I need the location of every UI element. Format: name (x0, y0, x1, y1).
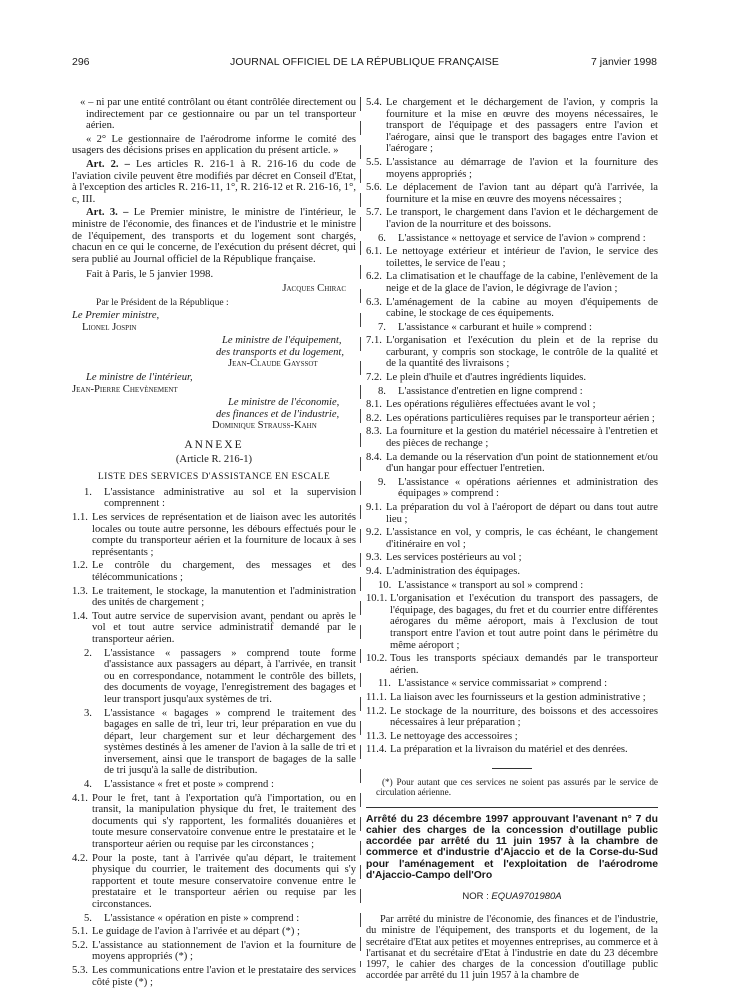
item-number: 1. (84, 486, 92, 498)
list-item (366, 706, 658, 729)
item-text: Le traitement, le stockage, la manutention et l'administration des unités de chargement ; (92, 585, 356, 609)
article-2 (72, 159, 356, 205)
item-text: L'aménagement de la cabine au moyen d'équipements de cabine, le stockage de ces équipements. (386, 296, 658, 320)
item-text: Le contrôle du chargement, des messages et des télécommunications ; (92, 560, 356, 583)
min-equip-title: des transports et du logement, (216, 346, 344, 358)
item-text: Le guidage de l'avion à l'arrivée et au départ (*) ; (92, 926, 300, 938)
item-number: 8. (378, 385, 386, 397)
item-number: 7. (378, 321, 386, 333)
list-item (366, 207, 658, 230)
page-number: 296 (72, 56, 90, 68)
list-item (366, 182, 658, 205)
item-number: 5.6. (366, 182, 382, 194)
item-text: Tout autre service de supervision avant, pendant ou après le vol et tout autre service administratif demandé par le transporteur aérien. (92, 610, 356, 645)
min-equip-title: Le ministre de l'équipement, (222, 335, 342, 347)
item-number: 5.4. (366, 97, 382, 108)
item-text: L'assistance « opérations aériennes et administration des équipages » comprend : (398, 476, 658, 500)
item-text: L'assistance au démarrage de l'avion et la fourniture des moyens appropriés ; (386, 156, 658, 180)
section-item (366, 477, 658, 500)
item-text: Le plein d'huile et d'autres ingrédients liquides. (386, 372, 587, 384)
section-item (366, 580, 658, 592)
item-text: La climatisation et le chauffage de la cabine, l'enlèvement de la neige et de la glace de l'avion, le dégivrage de l'avion ; (386, 271, 658, 294)
list-item (72, 926, 356, 938)
item-text: L'assistance « carburant et huile » comprend : (398, 321, 592, 333)
item-number: 8.4. (366, 451, 382, 463)
list-item (366, 527, 658, 550)
list-item (72, 940, 356, 963)
list-item (366, 426, 658, 449)
services-list-heading: LISTE DES SERVICES D'ASSISTANCE EN ESCALE (97, 471, 331, 483)
item-number: 6.1. (366, 246, 382, 258)
item-text: L'assistance « fret et poste » comprend : (104, 779, 274, 791)
section-item (366, 322, 658, 334)
item-text: Le chargement et le déchargement de l'avion, y compris la fourniture et la mise en œuvre des moyens nécessaires, le transport de l'équipage et des passagers entre l'avion et l'aérogare, ainsi que le transport des bagages entre l'avion et l'aérogare ; (386, 97, 658, 155)
list-item (366, 335, 658, 370)
item-text: Le nettoyage des accessoires ; (390, 730, 518, 742)
item-text: Les opérations particulières requises par le transporteur aérien ; (386, 412, 655, 424)
column-divider-line (360, 97, 361, 967)
list-item (366, 566, 658, 578)
list-item (366, 744, 658, 756)
item-number: 10. (378, 579, 392, 591)
item-text: L'assistance en vol, y compris, le cas échéant, le changement d'itinéraire en vol ; (386, 527, 658, 550)
item-text: L'assistance au stationnement de l'avion et la fourniture de moyens appropriés (*) ; (92, 939, 356, 963)
item-number: 11. (378, 678, 391, 690)
premier-ministre-name: Lionel Jospin (82, 321, 137, 333)
list-item (366, 552, 658, 564)
nor-reference (366, 891, 658, 903)
item-text: Les services de représentation et de liaison avec les autorités locales ou toute autre personne, les débours effectués pour le compte du transporteur aérien et la fourniture de locaux à ses représentants ; (92, 512, 356, 558)
article-label: Art. 3. – (86, 207, 129, 219)
list-item (366, 593, 658, 651)
list-item (366, 271, 658, 294)
item-number: 5.5. (366, 156, 382, 168)
item-text: L'assistance « service commissariat » comprend : (398, 678, 608, 690)
item-text: Les opérations régulières effectuées avant le vol ; (386, 399, 596, 411)
nor-label: NOR : (462, 890, 489, 902)
item-number: 8.1. (366, 399, 382, 411)
item-text: Les communications entre l'avion et le prestataire des services côté piste (*) ; (92, 964, 356, 988)
list-item (366, 653, 658, 676)
item-number: 1.3. (72, 585, 88, 597)
item-text: L'assistance « opération en piste » comprend : (104, 912, 300, 924)
item-text: L'assistance « nettoyage et service de l'avion » comprend : (398, 232, 646, 244)
item-number: 1.4. (72, 610, 88, 622)
item-number: 4. (84, 779, 92, 791)
section-item (72, 648, 356, 706)
list-item (72, 965, 356, 988)
list-item (72, 560, 356, 583)
item-text: La fourniture et la gestion du matériel nécessaire à l'entretien et des pièces de rechange ; (386, 426, 658, 450)
left-column (72, 97, 356, 990)
item-number: 11.4. (366, 744, 387, 756)
list-item (366, 731, 658, 743)
list-item (72, 611, 356, 646)
article-text: Les articles R. 216-1 à R. 216-16 du code de l'aviation civile peuvent être modifiés par décret en Conseil d'Etat, à l'exception des articles R. 216-11, 1°, R. 216-12 et R. 216-16, 1°, c, III. (72, 158, 356, 205)
section-item (72, 487, 356, 510)
list-item (366, 246, 658, 269)
item-number: 5.1. (72, 926, 88, 938)
list-item (366, 502, 658, 525)
section-item (72, 779, 356, 791)
item-number: 5. (84, 912, 92, 924)
issue-date: 7 janvier 1998 (591, 56, 657, 68)
nor-code: EQUA9701980A (491, 890, 562, 902)
item-number: 8.3. (366, 426, 382, 438)
item-number: 4.1. (72, 792, 88, 804)
quote-paragraph: « 2° Le gestionnaire de l'aérodrome informe le comité des usagers des décisions prises en application du présent article. » (72, 133, 356, 157)
item-number: 6.2. (366, 271, 382, 283)
separator (492, 768, 532, 769)
list-item (72, 853, 356, 911)
item-text: Pour le fret, tant à l'exportation qu'à l'importation, ou en transit, la manipulation physique du fret, le traitement des documents qui s'y rapportent, les formalités douanières et toute mesure conservatoire convenue entre le prestataire et le transporteur aérien ou requise par les circonstances ; (92, 792, 356, 851)
min-equip-name: Jean-Claude Gayssot (228, 358, 318, 370)
item-text: La préparation du vol à l'aéroport de départ ou dans tout autre lieu ; (386, 502, 658, 525)
item-number: 11.3. (366, 730, 387, 742)
signature-president: Jacques Chirac (282, 282, 346, 294)
item-number: 7.2. (366, 372, 382, 384)
item-number: 1.2. (72, 560, 88, 572)
item-number: 9.1. (366, 502, 382, 513)
arrete-body: Par arrêté du ministre de l'économie, des finances et de l'industrie, du ministre de l'équipement, des transports et du logement, de la secrétaire d'Etat aux petites et moyennes entreprises, au commerce et à l'artisanat et du secrétaire d'Etat à l'industrie en date du 23 décembre 1997, le cahier des charges de la concession d'outillage public accordée par arrêté du 11 juin 1957 à la chambre de (366, 914, 658, 982)
article-3 (72, 207, 356, 265)
item-text: L'assistance « transport au sol » comprend : (398, 579, 584, 591)
annexe-heading: ANNEXE (184, 439, 244, 452)
section-item (366, 386, 658, 398)
item-number: 10.1. (366, 593, 388, 605)
list-item (366, 413, 658, 425)
arrete-section (366, 807, 658, 982)
list-item (366, 452, 658, 475)
item-number: 9.2. (366, 527, 382, 539)
item-number: 10.2. (366, 653, 388, 665)
item-number: 2. (84, 647, 92, 659)
journal-title: JOURNAL OFFICIEL DE LA RÉPUBLIQUE FRANÇAISE (230, 56, 499, 68)
item-text: Le déplacement de l'avion tant au départ qu'à l'arrivée, la fourniture et la mise en œuvre des moyens nécessaires ; (386, 182, 658, 205)
item-text: Le nettoyage extérieur et intérieur de l'avion, le service des toilettes, le service de l'eau ; (386, 246, 658, 269)
section-item (366, 233, 658, 245)
list-item (366, 157, 658, 180)
services-list (72, 487, 356, 988)
item-text: Les services postérieurs au vol ; (386, 552, 522, 564)
annexe-article: (Article R. 216-1) (175, 453, 253, 465)
list-item (366, 297, 658, 320)
signature-date: Fait à Paris, le 5 janvier 1998. (86, 269, 214, 281)
item-text: Pour la poste, tant à l'arrivée qu'au départ, le traitement physique du courrier, le traitement des documents qui s'y rapportent et toute mesure conservatoire convenue entre le prestataire et le transporteur aérien ou requise par les circonstances. (92, 852, 356, 910)
item-number: 1.1. (72, 512, 88, 523)
item-number: 4.2. (72, 852, 88, 864)
list-item (72, 586, 356, 609)
item-number: 6.3. (366, 296, 382, 308)
item-text: L'assistance d'entretien en ligne comprend : (398, 385, 583, 397)
quote-paragraph: « – ni par une entité contrôlant ou étant contrôlée directement ou indirectement par ce gestionnaire ou par un tel transporteur aérien. (80, 97, 356, 132)
services-list (366, 97, 658, 756)
list-item (72, 512, 356, 558)
article-label: Art. 2. – (86, 158, 130, 170)
list-item (366, 399, 658, 411)
min-int-title: Le ministre de l'intérieur, (86, 372, 193, 384)
article-text: Le Premier ministre, le ministre de l'intérieur, le ministre de l'économie, des finances et de l'industrie et le ministre de l'équipement, des transports et du logement sont chargés, chacun en ce qui le concerne, de l'exécution du présent décret, qui sera publié au Journal officiel de la République française. (72, 207, 356, 265)
item-number: 9.3. (366, 552, 382, 564)
item-number: 3. (84, 707, 92, 719)
item-number: 11.2. (366, 705, 387, 717)
min-eco-name: Dominique Strauss-Kahn (212, 420, 317, 432)
item-number: 5.2. (72, 939, 88, 951)
item-number: 7.1. (366, 335, 382, 347)
column-divider (360, 97, 361, 967)
item-text: La préparation et la livraison du matériel et des denrées. (390, 744, 628, 756)
item-number: 9.4. (366, 565, 382, 577)
item-text: L'assistance administrative au sol et la supervision comprennent : (104, 486, 356, 510)
list-item (366, 97, 658, 155)
item-text: La liaison avec les fournisseurs et la gestion administrative ; (390, 691, 646, 703)
item-number: 11.1. (366, 691, 387, 703)
item-number: 5.3. (72, 964, 88, 976)
item-text: L'organisation et l'exécution du transport des passagers, de l'équipage, des bagages, du fret et du courrier entre différentes aérogares du même aéroport, mais à l'exclusion de tout transport entre l'avion et tout autre point dans le périmètre du même aéroport ; (390, 593, 658, 651)
min-eco-title: des finances et de l'industrie, (216, 408, 340, 420)
item-number: 5.7. (366, 207, 382, 219)
right-column (366, 97, 658, 992)
list-item (366, 692, 658, 704)
list-item (366, 372, 658, 384)
item-number: 9. (378, 476, 386, 488)
item-text: L'administration des équipages. (386, 565, 521, 577)
section-item (366, 678, 658, 690)
item-text: Tous les transports spéciaux demandés par le transporteur aérien. (390, 653, 658, 676)
item-number: 8.2. (366, 412, 382, 424)
page-header (72, 56, 657, 72)
item-text: Le transport, le chargement dans l'avion et le déchargement de l'avion de la nourriture et des boissons. (386, 207, 658, 230)
min-eco-title: Le ministre de l'économie, (228, 397, 340, 409)
par-president: Par le Président de la République : (96, 296, 229, 308)
list-item (72, 793, 356, 851)
item-text: La demande ou la réservation d'un point de stationnement et/ou d'un hangar pour effectuer l'entretien. (386, 451, 658, 475)
min-int-name: Jean-Pierre Chevènement (72, 383, 178, 395)
section-item (72, 913, 356, 925)
premier-ministre-title: Le Premier ministre, (72, 310, 160, 322)
item-number: 6. (378, 232, 386, 244)
arrete-title: Arrêté du 23 décembre 1997 approuvant l'avenant n° 7 du cahier des charges de la concession d'outillage public accordée par arrêté du 11 juin 1957 à la chambre de commerce et d'industrie d'Ajaccio et de la Corse-du-Sud pour l'aménagement et l'exploitation de l'aérodrome d'Ajaccio-Campo dell'Oro (366, 813, 658, 881)
item-text: L'assistance « passagers » comprend toute forme d'assistance aux passagers au départ, à l'arrivée, en transit ou en correspondance, notamment le contrôle des billets, des documents de voyage, l'enregistrement des bagages et leur transport jusqu'aux systèmes de tri. (104, 647, 356, 705)
section-item (72, 708, 356, 778)
item-text: L'assistance « bagages » comprend le traitement des bagages en salle de tri, leur tri, leur préparation en vue du départ, leur chargement sur et leur déchargement des systèmes destinés à les amener de l'avion à la salle de tri et inversement, ainsi que le transport de bagages de la salle de tri jusqu'à la salle de distribution. (104, 707, 356, 777)
item-text: L'organisation et l'exécution du plein et de la reprise du carburant, y compris son stockage, le contrôle de la qualité et de la quantité des livraisons ; (386, 335, 658, 370)
item-text: Le stockage de la nourriture, des boissons et des accessoires nécessaires à leur préparation ; (390, 705, 658, 729)
footnote: (*) Pour autant que ces services ne soient pas assurés par le service de circulation aérienne. (376, 776, 658, 797)
